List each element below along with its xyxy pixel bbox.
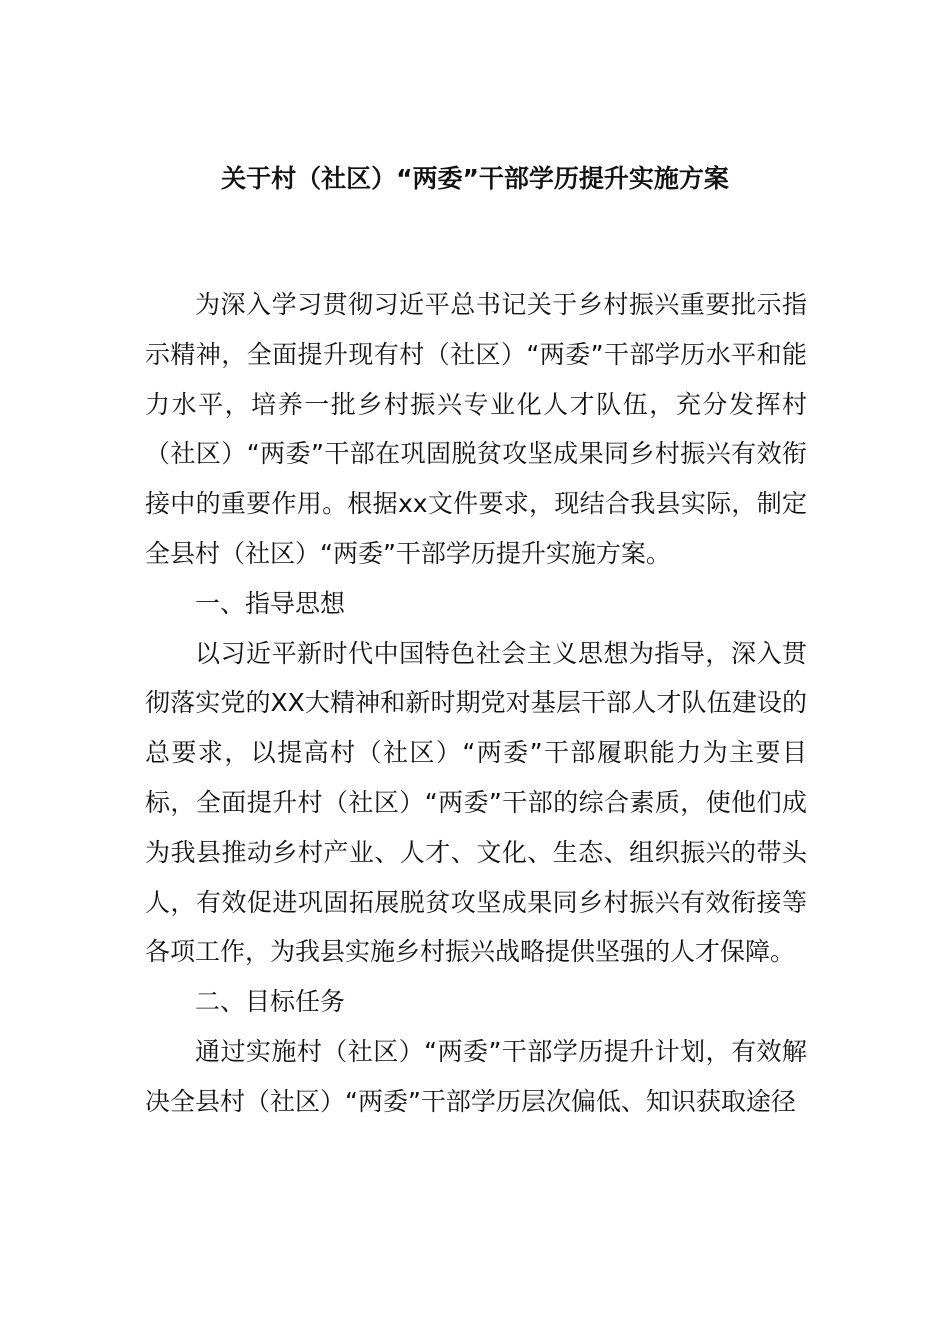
page-title: 关于村（社区）“两委”干部学历提升实施方案	[221, 164, 729, 193]
paragraph-guiding-thought: 以习近平新时代中国特色社会主义思想为指导，深入贯彻落实党的XX大精神和新时期党对基层干部人才队伍建设的总要求，以提高村（社区）“两委”干部履职能力为主要目标，全面提升村（社区）“两委”干部的综合素质，使他们成为我县推动乡村产业、人才、文化、生态、组织振兴的带头人，有效促进巩固拓展脱贫攻坚成果同乡村振兴有效衔接等各项工作，为我县实施乡村振兴战略提供坚强的人才保障。	[145, 638, 807, 967]
section-heading-guiding-thought: 一、指导思想	[195, 588, 346, 618]
document-body	[145, 280, 807, 1127]
paragraph-goals: 通过实施村（社区）“两委”干部学历提升计划，有效解决全县村（社区）“两委”干部学历层次偏低、知识获取途径	[145, 1036, 807, 1116]
paragraph-intro: 为深入学习贯彻习近平总书记关于乡村振兴重要批示指示精神，全面提升现有村（社区）“两委”干部学历水平和能力水平，培养一批乡村振兴专业化人才队伍，充分发挥村（社区）“两委”干部在巩固脱贫攻坚成果同乡村振兴有效衔接中的重要作用。根据xx文件要求，现结合我县实际，制定全县村（社区）“两委”干部学历提升实施方案。	[145, 290, 807, 568]
section-heading-goals: 二、目标任务	[195, 987, 346, 1017]
